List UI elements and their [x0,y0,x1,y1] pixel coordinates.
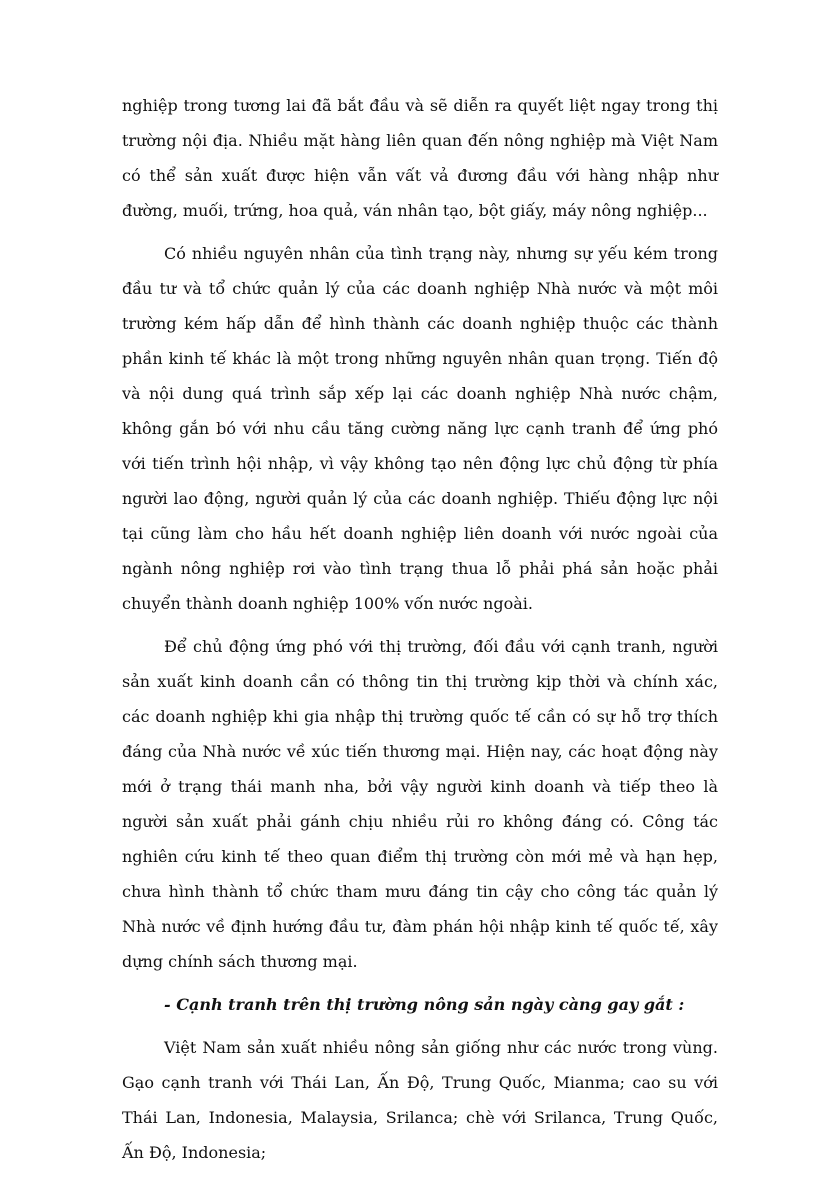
section-heading: - Cạnh tranh trên thị trường nông sản ngày càng gay gắt : [164,995,685,1014]
document-body [122,88,718,1178]
paragraph-market-response: Để chủ động ứng phó với thị trường, đối đầu với cạnh tranh, người sản xuất kinh doanh cần có thông tin thị trường kịp thời và chính xác, các doanh nghiệp khi gia nhập thị trường quốc tế cần có sự hỗ trợ thích đáng của Nhà nước về xúc tiến thương mại. Hiện nay, các hoạt động này mới ở trạng thái manh nha, bởi vậy người kinh doanh và tiếp theo là người sản xuất phải gánh chịu nhiều rủi ro không đáng có. Công tác nghiên cứu kinh tế theo quan điểm thị trường còn mới mẻ và hạn hẹp, chưa hình thành tổ chức tham mưu đáng tin cậy cho công tác quản lý Nhà nước về định hướng đầu tư, đàm phán hội nhập kinh tế quốc tế, xây dựng chính sách thương mại. [122,637,718,971]
paragraph-continuation: nghiệp trong tương lai đã bắt đầu và sẽ diễn ra quyết liệt ngay trong thị trường nội địa. Nhiều mặt hàng liên quan đến nông nghiệp mà Việt Nam có thể sản xuất được hiện vẫn vất vả đương đầu với hàng nhập như đường, muối, trứng, hoa quả, ván nhân tạo, bột giấy, máy nông nghiệp... [122,96,718,220]
paragraph-causes: Có nhiều nguyên nhân của tình trạng này, nhưng sự yếu kém trong đầu tư và tổ chức quản lý của các doanh nghiệp Nhà nước và một môi trường kém hấp dẫn để hình thành các doanh nghiệp thuộc các thành phần kinh tế khác là một trong những nguyên nhân quan trọng. Tiến độ và nội dung quá trình sắp xếp lại các doanh nghiệp Nhà nước chậm, không gắn bó với nhu cầu tăng cường năng lực cạnh tranh để ứng phó với tiến trình hội nhập, vì vậy không tạo nên động lực chủ động từ phía người lao động, người quản lý của các doanh nghiệp. Thiếu động lực nội tại cũng làm cho hầu hết doanh nghiệp liên doanh với nước ngoài của ngành nông nghiệp rơi vào tình trạng thua lỗ phải phá sản hoặc phải chuyển thành doanh nghiệp 100% vốn nước ngoài. [122,244,718,613]
paragraph-competition: Việt Nam sản xuất nhiều nông sản giống như các nước trong vùng. Gạo cạnh tranh với Thái Lan, Ấn Độ, Trung Quốc, Mianma; cao su với Thái Lan, Indonesia, Malaysia, Srilanca; chè với Srilanca, Trung Quốc, Ấn Độ, Indonesia; [122,1038,718,1162]
